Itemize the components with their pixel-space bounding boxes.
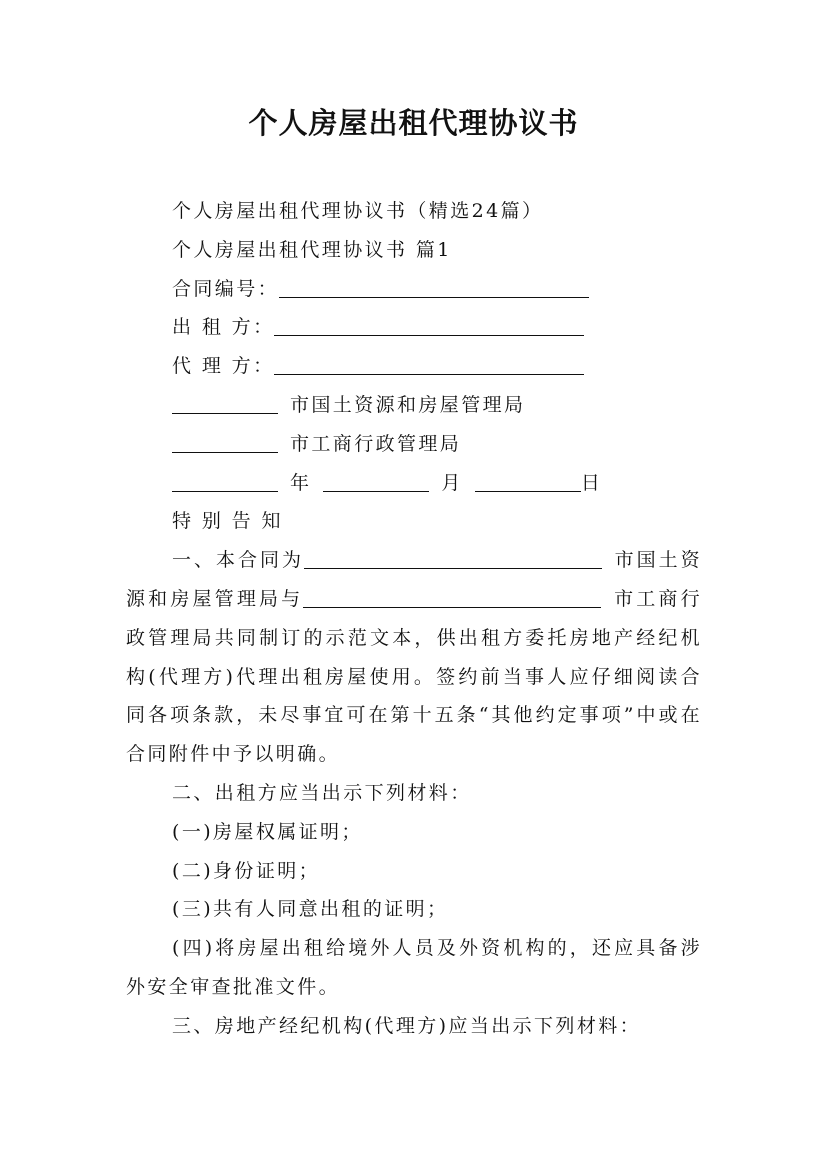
year-blank — [172, 471, 278, 492]
clause-2-item: (二)身份证明； — [172, 859, 321, 882]
day-label: 日 — [580, 471, 603, 494]
document-body — [126, 192, 702, 1046]
clause-2-heading: 二、出租方应当出示下列材料： — [172, 781, 472, 804]
clause-1 — [126, 541, 702, 774]
clause-2-item: (四)将房屋出租给境外人员及外资机构的，还应具备涉外安全审查批准文件。 — [126, 937, 702, 998]
date-row — [126, 464, 702, 503]
lessor-label: 出 租 方： — [172, 316, 275, 339]
commerce-bureau-label: 市工商行政管理局 — [290, 432, 462, 455]
land-bureau-row — [126, 386, 702, 425]
clause-1-city-blank-2 — [303, 587, 601, 608]
clause-1-part-2: 市国土资源和房屋管理局与 — [126, 549, 702, 610]
day-blank — [475, 471, 581, 492]
land-bureau-city-blank — [172, 393, 278, 414]
lessor-row — [126, 308, 702, 347]
contract-number-label: 合同编号： — [172, 277, 280, 300]
month-blank — [323, 471, 429, 492]
clause-2-item: (一)房屋权属证明； — [172, 820, 363, 843]
clause-1-part-1: 一、本合同为 — [172, 549, 304, 572]
land-bureau-label: 市国土资源和房屋管理局 — [290, 393, 526, 416]
commerce-bureau-city-blank — [172, 432, 278, 453]
clause-3-heading: 三、房地产经纪机构(代理方)应当出示下列材料： — [172, 1014, 642, 1037]
month-label: 月 — [441, 471, 463, 494]
lessor-blank — [274, 315, 584, 336]
document-title: 个人房屋出租代理协议书 — [248, 106, 579, 140]
clause-1-part-3: 市工商行政管理局共同制订的示范文本，供出租方委托房地产经纪机构(代理方)代理出租房屋使用。签约前当事人应仔细阅读合同各项条款，未尽事宜可在第十五条“其他约定事项”中或在合同附件中予以明确。 — [126, 587, 702, 766]
contract-number-row — [126, 270, 702, 309]
agent-blank — [274, 354, 584, 375]
document-subtitle: 个人房屋出租代理协议书（精选24篇） — [172, 200, 544, 222]
commerce-bureau-row — [126, 425, 702, 464]
contract-number-blank — [279, 277, 589, 298]
agent-label: 代 理 方： — [172, 355, 275, 378]
clause-2-item: (三)共有人同意出租的证明； — [172, 898, 449, 921]
notice-heading: 特 别 告 知 — [172, 510, 283, 533]
section-heading: 个人房屋出租代理协议书 篇1 — [172, 238, 452, 261]
agent-row — [126, 347, 702, 386]
clause-1-city-blank-1 — [304, 548, 602, 569]
year-label: 年 — [290, 471, 312, 494]
